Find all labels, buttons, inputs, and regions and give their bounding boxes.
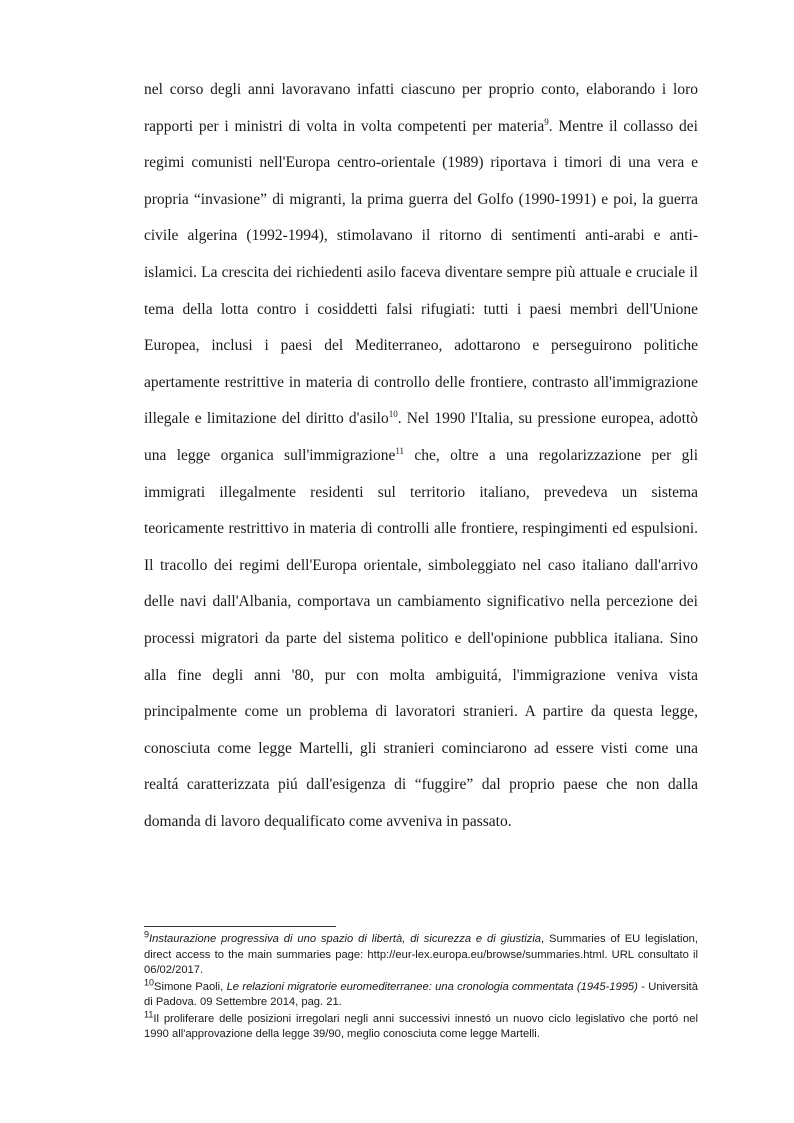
text-run: che, oltre a una regolarizzazione per gli immigrati illegalmente residenti sul territorio italiano, prevedeva un sistema teoricamente restrittivo in materia di controlli alle frontiere, respingimenti ed espulsioni. Il tracollo dei regimi dell'Europa orientale, simboleggiato nel caso italiano dall'arrivo delle navi dall'Albania, comportava un cambiamento significativo nella percezione dei processi migratori da parte del sistema politico e dell'opinione pubblica italiana. Sino alla fine degli anni '80, pur con molta ambiguitá, l'immigrazione veniva vista principalmente come un problema di lavoratori stranieri. A partire da questa legge, conosciuta come legge Martelli, gli stranieri cominciarono ad essere visti come una realtá caratterizzata piú dall'esigenza di “fuggire” dal proprio paese che non dalla domanda di lavoro dequalificato come avveniva in passato.: [144, 446, 698, 830]
footnote-text: Il proliferare delle posizioni irregolari negli anni successivi innestó un nuovo ciclo legislativo che portó nel 1990 all'approvazione della legge 39/90, meglio conosciuta come legge Martelli.: [144, 1012, 698, 1040]
footnote-text: , Summaries of EU legislation, direct access to the main summaries page: http://eur-lex.europa.eu/browse/summaries.html. URL consultato il 06/02/2017.: [144, 933, 698, 976]
footnote-author: Simone Paoli,: [154, 980, 227, 993]
footnote-number: 9: [144, 929, 150, 940]
footnote-9: [144, 929, 698, 979]
paragraph: [144, 72, 698, 840]
footnote-text: - Università di Padova. 09 Settembre 2014, pag. 21.: [144, 980, 698, 1008]
footnote-ref-10: 10: [388, 409, 398, 420]
footnotes: [144, 929, 698, 1044]
text-run: nel corso degli anni lavoravano infatti ciascuno per proprio conto, elaborando i loro rapporti per i ministri di volta in volta competenti per materia: [144, 81, 698, 135]
footnote-number: 11: [144, 1008, 154, 1019]
text-run: . Nel 1990 l'Italia, su pressione europea, adottò una legge organica sull'immigrazione: [144, 410, 698, 464]
text-run: . Mentre il collasso dei regimi comunisti nell'Europa centro-orientale (1989) riportava i timori di una vera e propria “invasione” di migranti, la prima guerra del Golfo (1990-1991) e poi, la guerra civile algerina (1992-1994), stimolavano il ritorno di sentimenti anti-arabi e anti-islamici. La crescita dei richiedenti asilo faceva diventare sempre più attuale e cruciale il tema della lotta contro i cosiddetti falsi rifugiati: tutti i paesi membri dell'Unione Europea, inclusi i paesi del Mediterraneo, adottarono e perseguirono politiche apertamente restrittive in materia di controllo delle frontiere, contrasto all'immigrazione illegale e limitazione del diritto d'asilo: [144, 117, 698, 428]
footnote-title: Le relazioni migratorie euromediterranee: una cronologia commentata (1945-1995): [226, 980, 638, 993]
footnote-title: Instaurazione progressiva di uno spazio di libertà, di sicurezza e di giustizia: [149, 933, 542, 945]
body-text: [144, 72, 698, 840]
footnote-ref-9: 9: [544, 116, 549, 127]
footnote-10: [144, 976, 698, 1011]
footnote-separator: [144, 926, 336, 927]
footnote-number: 10: [144, 976, 155, 987]
footnote-11: [144, 1008, 698, 1043]
footnote-ref-11: 11: [395, 445, 404, 456]
